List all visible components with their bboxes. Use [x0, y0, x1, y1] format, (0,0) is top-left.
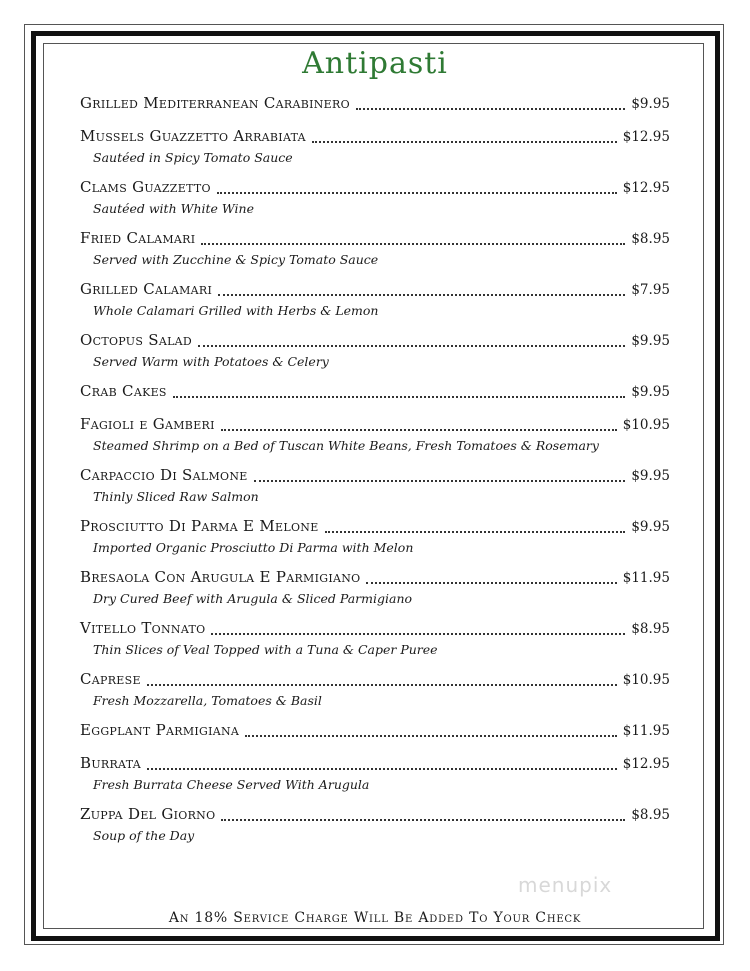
menu-item-description: Soup of the Day	[93, 828, 195, 843]
menu-item-line	[80, 415, 670, 437]
dot-leader	[366, 581, 616, 584]
menu-item-description: Sautéed in Spicy Tomato Sauce	[93, 150, 293, 165]
menu-item-line	[80, 94, 670, 116]
menu-item	[80, 721, 670, 743]
menu-item-price: $10.95	[622, 672, 670, 688]
menu-item-name: Burrata	[80, 754, 141, 772]
menu-item-name: Clams Guazzetto	[80, 178, 211, 196]
menu-item-name: Prosciutto Di Parma E Melone	[80, 517, 319, 535]
menu-item-price: $9.95	[631, 384, 670, 400]
menu-item-line	[80, 382, 670, 404]
menu-item-line	[80, 466, 670, 488]
menu-item-price: $12.95	[622, 129, 670, 145]
menu-item-line	[80, 721, 670, 743]
menu-item	[80, 517, 670, 559]
dot-leader	[217, 191, 617, 194]
dot-leader	[147, 683, 617, 686]
dot-leader	[245, 734, 617, 737]
menu-item-price: $9.95	[631, 96, 670, 112]
menu-item-line	[80, 280, 670, 302]
menu-item-price: $8.95	[631, 621, 670, 637]
dot-leader	[221, 818, 625, 821]
dot-leader	[325, 530, 626, 533]
menu-item-name: Zuppa Del Giorno	[80, 805, 216, 823]
menu-item	[80, 331, 670, 373]
dot-leader	[173, 395, 626, 398]
menu-item-line	[80, 331, 670, 353]
menu-item-description: Thinly Sliced Raw Salmon	[93, 489, 259, 504]
menu-item-description: Steamed Shrimp on a Bed of Tuscan White Beans, Fresh Tomatoes & Rosemary	[93, 438, 599, 453]
dot-leader	[218, 293, 625, 296]
menu-item-description: Fresh Mozzarella, Tomatoes & Basil	[93, 693, 322, 708]
menu-item	[80, 415, 670, 457]
menu-item-line	[80, 229, 670, 251]
menu-item-description: Thin Slices of Veal Topped with a Tuna & Caper Puree	[93, 642, 438, 657]
menu-item	[80, 670, 670, 712]
menu-item	[80, 178, 670, 220]
menu-item-line	[80, 517, 670, 539]
section-title: Antipasti	[302, 46, 448, 81]
watermark-logo: menupix	[518, 873, 613, 897]
menu-item	[80, 619, 670, 661]
menu-item-description: Served with Zucchine & Spicy Tomato Sauce	[93, 252, 379, 267]
menu-item-name: Crab Cakes	[80, 382, 167, 400]
dot-leader	[221, 428, 617, 431]
menu-item-name: Grilled Mediterranean Carabinero	[80, 94, 350, 112]
menu-item-line	[80, 619, 670, 641]
menu-item	[80, 280, 670, 322]
dot-leader	[147, 767, 617, 770]
menu-item-line	[80, 754, 670, 776]
menu-item	[80, 382, 670, 404]
menu-item-price: $7.95	[631, 282, 670, 298]
menu-item-price: $9.95	[631, 333, 670, 349]
menu-item-name: Vitello Tonnato	[80, 619, 206, 637]
menu-item-description: Imported Organic Prosciutto Di Parma with Melon	[93, 540, 414, 555]
menu-list	[80, 94, 670, 856]
dot-leader	[312, 140, 617, 143]
menu-item	[80, 94, 670, 116]
menu-item-price: $9.95	[631, 519, 670, 535]
menu-item-description: Fresh Burrata Cheese Served With Arugula	[93, 777, 370, 792]
menu-item-line	[80, 805, 670, 827]
menu-item-line	[80, 670, 670, 692]
menu-item-name: Eggplant Parmigiana	[80, 721, 240, 739]
menu-item-name: Caprese	[80, 670, 141, 688]
menu-item-price: $11.95	[622, 723, 670, 739]
menu-item	[80, 805, 670, 847]
dot-leader	[254, 479, 626, 482]
menu-item-name: Bresaola Con Arugula E Parmigiano	[80, 568, 361, 586]
menu-item	[80, 229, 670, 271]
menu-item-line	[80, 568, 670, 590]
dot-leader	[198, 344, 625, 347]
menu-item-name: Fagioli e Gamberi	[80, 415, 215, 433]
menu-item	[80, 754, 670, 796]
service-charge-note: An 18% Service Charge Will Be Added To Your Check	[168, 910, 582, 926]
menu-item-price: $12.95	[622, 180, 670, 196]
menu-item-description: Dry Cured Beef with Arugula & Sliced Parmigiano	[93, 591, 413, 606]
menu-item-price: $8.95	[631, 231, 670, 247]
menu-item	[80, 568, 670, 610]
menu-item-name: Fried Calamari	[80, 229, 196, 247]
menu-item-name: Octopus Salad	[80, 331, 193, 349]
menu-item-price: $10.95	[622, 417, 670, 433]
menu-item-name: Mussels Guazzetto Arrabiata	[80, 127, 306, 145]
menu-item-price: $11.95	[622, 570, 670, 586]
menu-item-description: Sautéed with White Wine	[93, 201, 254, 216]
dot-leader	[211, 632, 625, 635]
menu-item-name: Carpaccio Di Salmone	[80, 466, 248, 484]
menu-item-line	[80, 178, 670, 200]
menu-item-line	[80, 127, 670, 149]
menu-item	[80, 127, 670, 169]
menu-item-price: $12.95	[622, 756, 670, 772]
menu-item-price: $9.95	[631, 468, 670, 484]
menu-item-description: Whole Calamari Grilled with Herbs & Lemon	[93, 303, 379, 318]
dot-leader	[356, 107, 625, 110]
menu-item-price: $8.95	[631, 807, 670, 823]
dot-leader	[201, 242, 625, 245]
menu-item-name: Grilled Calamari	[80, 280, 213, 298]
menu-item-description: Served Warm with Potatoes & Celery	[93, 354, 329, 369]
menu-item	[80, 466, 670, 508]
